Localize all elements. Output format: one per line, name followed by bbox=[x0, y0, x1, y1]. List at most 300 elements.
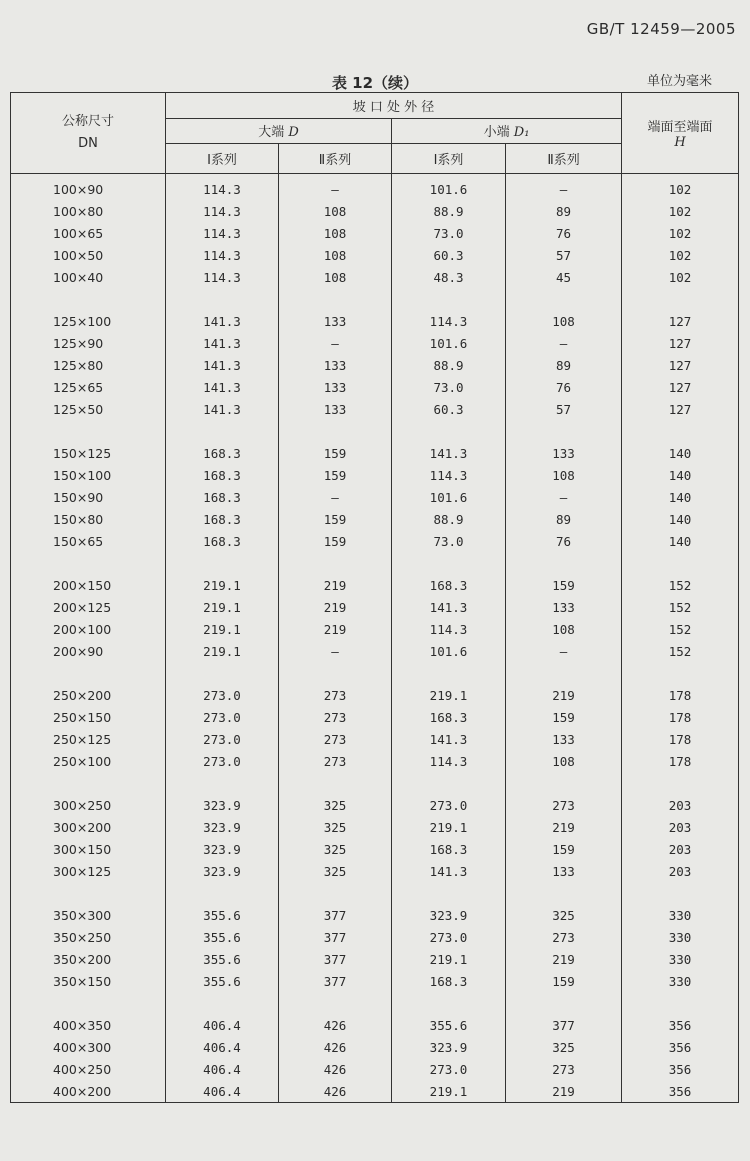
spacer-cell bbox=[166, 882, 279, 904]
large-series2-cell: — bbox=[279, 486, 392, 508]
nominal-size-cell: 125×80 bbox=[11, 354, 166, 376]
table-row bbox=[11, 1080, 739, 1103]
end-to-end-cell: 127 bbox=[622, 310, 739, 332]
table-row bbox=[11, 1014, 739, 1036]
table-row bbox=[11, 486, 739, 508]
small-series2-cell: 108 bbox=[506, 464, 622, 486]
spacer-cell bbox=[279, 772, 392, 794]
large-series1-cell: 114.3 bbox=[166, 200, 279, 222]
small-series1-cell: 73.0 bbox=[392, 222, 506, 244]
large-series1-cell: 141.3 bbox=[166, 310, 279, 332]
spacer-cell bbox=[392, 992, 506, 1014]
small-series2-cell: 108 bbox=[506, 750, 622, 772]
nominal-size-cell: 250×125 bbox=[11, 728, 166, 750]
table-row bbox=[11, 200, 739, 222]
spacer-cell bbox=[11, 772, 166, 794]
small-series1-cell: 273.0 bbox=[392, 1058, 506, 1080]
small-series2-cell: 377 bbox=[506, 1014, 622, 1036]
unit-note: 单位为毫米 bbox=[646, 74, 712, 89]
end-to-end-cell: 102 bbox=[622, 222, 739, 244]
spacer-cell bbox=[622, 882, 739, 904]
end-to-end-cell: 152 bbox=[622, 574, 739, 596]
spacer-cell bbox=[279, 552, 392, 574]
end-to-end-cell: 140 bbox=[622, 486, 739, 508]
small-series1-cell: 219.1 bbox=[392, 948, 506, 970]
large-series2-cell: 273 bbox=[279, 728, 392, 750]
small-series2-cell: 133 bbox=[506, 596, 622, 618]
nominal-size-cell: 100×50 bbox=[11, 244, 166, 266]
end-to-end-cell: 356 bbox=[622, 1080, 739, 1103]
large-series2-cell: — bbox=[279, 332, 392, 354]
large-series2-cell: 377 bbox=[279, 904, 392, 926]
spacer-cell bbox=[11, 420, 166, 442]
small-series2-cell: 159 bbox=[506, 574, 622, 596]
small-series1-cell: 114.3 bbox=[392, 618, 506, 640]
small-series2-cell: 219 bbox=[506, 948, 622, 970]
spacer-cell bbox=[279, 420, 392, 442]
end-to-end-cell: 140 bbox=[622, 530, 739, 552]
large-series2-cell: 108 bbox=[279, 266, 392, 288]
small-series2-cell: 133 bbox=[506, 728, 622, 750]
small-series2-cell: 108 bbox=[506, 310, 622, 332]
large-series2-cell: 377 bbox=[279, 970, 392, 992]
large-series1-cell: 406.4 bbox=[166, 1036, 279, 1058]
nominal-size-cell: 350×250 bbox=[11, 926, 166, 948]
large-series1-cell: 114.3 bbox=[166, 244, 279, 266]
large-series2-cell: 325 bbox=[279, 838, 392, 860]
large-series2-cell: 426 bbox=[279, 1036, 392, 1058]
small-series2-cell: 159 bbox=[506, 970, 622, 992]
nominal-size-cell: 350×200 bbox=[11, 948, 166, 970]
table-row bbox=[11, 174, 739, 201]
end-to-end-cell: 178 bbox=[622, 684, 739, 706]
nominal-size-cell: 250×100 bbox=[11, 750, 166, 772]
spacer-cell bbox=[166, 662, 279, 684]
nominal-size-cell: 300×125 bbox=[11, 860, 166, 882]
spacer-cell bbox=[622, 992, 739, 1014]
spacer-cell bbox=[506, 992, 622, 1014]
small-series2-cell: 89 bbox=[506, 354, 622, 376]
small-series1-cell: 73.0 bbox=[392, 376, 506, 398]
small-series2-cell: 89 bbox=[506, 200, 622, 222]
end-to-end-cell: 178 bbox=[622, 706, 739, 728]
large-series2-cell: 273 bbox=[279, 684, 392, 706]
group-spacer bbox=[11, 662, 739, 684]
large-series2-cell: 108 bbox=[279, 222, 392, 244]
header-small-series-1: Ⅰ系列 bbox=[392, 144, 506, 174]
end-to-end-cell: 203 bbox=[622, 860, 739, 882]
table-row bbox=[11, 266, 739, 288]
spacer-cell bbox=[622, 288, 739, 310]
large-series2-cell: 159 bbox=[279, 508, 392, 530]
small-series1-cell: 114.3 bbox=[392, 750, 506, 772]
nominal-size-cell: 150×125 bbox=[11, 442, 166, 464]
nominal-size-cell: 125×50 bbox=[11, 398, 166, 420]
small-series2-cell: 133 bbox=[506, 442, 622, 464]
end-to-end-cell: 152 bbox=[622, 640, 739, 662]
large-series2-cell: 159 bbox=[279, 464, 392, 486]
small-series1-cell: 101.6 bbox=[392, 174, 506, 201]
spacer-cell bbox=[392, 420, 506, 442]
small-series2-cell: — bbox=[506, 640, 622, 662]
end-to-end-cell: 102 bbox=[622, 200, 739, 222]
table-row bbox=[11, 530, 739, 552]
end-to-end-cell: 127 bbox=[622, 354, 739, 376]
large-series1-cell: 141.3 bbox=[166, 354, 279, 376]
nominal-size-cell: 400×350 bbox=[11, 1014, 166, 1036]
nominal-size-cell: 400×200 bbox=[11, 1080, 166, 1103]
header-small-series-2: Ⅱ系列 bbox=[506, 144, 622, 174]
large-series1-cell: 114.3 bbox=[166, 174, 279, 201]
standard-number: GB/T 12459—2005 bbox=[586, 20, 736, 38]
large-series1-cell: 323.9 bbox=[166, 794, 279, 816]
table-row bbox=[11, 354, 739, 376]
small-series2-cell: 89 bbox=[506, 508, 622, 530]
spacer-cell bbox=[11, 882, 166, 904]
large-series2-cell: 108 bbox=[279, 200, 392, 222]
nominal-size-cell: 150×65 bbox=[11, 530, 166, 552]
small-series1-cell: 114.3 bbox=[392, 464, 506, 486]
small-series1-cell: 273.0 bbox=[392, 794, 506, 816]
small-series2-cell: 76 bbox=[506, 530, 622, 552]
large-series1-cell: 273.0 bbox=[166, 684, 279, 706]
small-series1-cell: 355.6 bbox=[392, 1014, 506, 1036]
small-series1-cell: 101.6 bbox=[392, 640, 506, 662]
spacer-cell bbox=[392, 772, 506, 794]
spacer-cell bbox=[622, 772, 739, 794]
large-series1-cell: 323.9 bbox=[166, 838, 279, 860]
spacer-cell bbox=[506, 288, 622, 310]
nominal-size-cell: 125×100 bbox=[11, 310, 166, 332]
small-series1-cell: 219.1 bbox=[392, 1080, 506, 1103]
small-series2-cell: 76 bbox=[506, 222, 622, 244]
nominal-size-cell: 350×150 bbox=[11, 970, 166, 992]
end-to-end-cell: 203 bbox=[622, 838, 739, 860]
table-row bbox=[11, 728, 739, 750]
spacer-cell bbox=[166, 992, 279, 1014]
end-to-end-cell: 127 bbox=[622, 398, 739, 420]
spacer-cell bbox=[506, 772, 622, 794]
large-series1-cell: 406.4 bbox=[166, 1014, 279, 1036]
header-bevel-od: 坡 口 处 外 径 bbox=[166, 93, 622, 119]
small-series2-cell: 159 bbox=[506, 838, 622, 860]
large-series1-cell: 273.0 bbox=[166, 750, 279, 772]
large-series1-cell: 355.6 bbox=[166, 904, 279, 926]
large-series2-cell: 325 bbox=[279, 860, 392, 882]
spacer-cell bbox=[11, 992, 166, 1014]
large-series2-cell: 108 bbox=[279, 244, 392, 266]
small-series2-cell: 219 bbox=[506, 684, 622, 706]
large-series2-cell: 325 bbox=[279, 794, 392, 816]
small-series2-cell: 325 bbox=[506, 1036, 622, 1058]
large-series2-cell: 377 bbox=[279, 948, 392, 970]
spacer-cell bbox=[506, 420, 622, 442]
end-to-end-cell: 330 bbox=[622, 948, 739, 970]
end-to-end-cell: 140 bbox=[622, 508, 739, 530]
nominal-size-cell: 100×90 bbox=[11, 174, 166, 201]
large-series1-cell: 114.3 bbox=[166, 266, 279, 288]
small-series2-cell: 273 bbox=[506, 1058, 622, 1080]
small-series2-cell: 133 bbox=[506, 860, 622, 882]
spacer-cell bbox=[166, 288, 279, 310]
group-spacer bbox=[11, 552, 739, 574]
group-spacer bbox=[11, 420, 739, 442]
small-series2-cell: 159 bbox=[506, 706, 622, 728]
group-spacer bbox=[11, 992, 739, 1014]
large-series2-cell: 219 bbox=[279, 596, 392, 618]
large-series1-cell: 141.3 bbox=[166, 398, 279, 420]
small-series1-cell: 88.9 bbox=[392, 354, 506, 376]
nominal-size-cell: 100×65 bbox=[11, 222, 166, 244]
small-series1-cell: 88.9 bbox=[392, 508, 506, 530]
group-spacer bbox=[11, 882, 739, 904]
small-series1-cell: 168.3 bbox=[392, 574, 506, 596]
table-row bbox=[11, 222, 739, 244]
table-row bbox=[11, 706, 739, 728]
table-row bbox=[11, 684, 739, 706]
small-series1-cell: 168.3 bbox=[392, 838, 506, 860]
end-to-end-cell: 178 bbox=[622, 750, 739, 772]
end-to-end-cell: 356 bbox=[622, 1036, 739, 1058]
nominal-size-cell: 300×150 bbox=[11, 838, 166, 860]
spacer-cell bbox=[506, 662, 622, 684]
small-series1-cell: 101.6 bbox=[392, 332, 506, 354]
table-row bbox=[11, 376, 739, 398]
table-row bbox=[11, 508, 739, 530]
end-to-end-cell: 356 bbox=[622, 1014, 739, 1036]
large-series2-cell: 426 bbox=[279, 1080, 392, 1103]
spacer-cell bbox=[392, 662, 506, 684]
large-series1-cell: 168.3 bbox=[166, 464, 279, 486]
small-series1-cell: 168.3 bbox=[392, 970, 506, 992]
end-to-end-cell: 102 bbox=[622, 174, 739, 201]
header-large-series-2: Ⅱ系列 bbox=[279, 144, 392, 174]
end-to-end-cell: 152 bbox=[622, 596, 739, 618]
end-to-end-cell: 102 bbox=[622, 244, 739, 266]
group-spacer bbox=[11, 288, 739, 310]
table-body bbox=[11, 174, 739, 1103]
large-series2-cell: 219 bbox=[279, 574, 392, 596]
table-row bbox=[11, 1036, 739, 1058]
large-series2-cell: 133 bbox=[279, 310, 392, 332]
nominal-size-cell: 250×150 bbox=[11, 706, 166, 728]
small-series2-cell: 57 bbox=[506, 244, 622, 266]
small-series1-cell: 48.3 bbox=[392, 266, 506, 288]
table-row bbox=[11, 970, 739, 992]
end-to-end-cell: 203 bbox=[622, 816, 739, 838]
header-large-end: 大端 D bbox=[166, 118, 392, 144]
large-series2-cell: 273 bbox=[279, 706, 392, 728]
end-to-end-cell: 330 bbox=[622, 904, 739, 926]
table-row bbox=[11, 640, 739, 662]
large-series1-cell: 219.1 bbox=[166, 596, 279, 618]
end-to-end-cell: 140 bbox=[622, 442, 739, 464]
small-series2-cell: 325 bbox=[506, 904, 622, 926]
end-to-end-cell: 152 bbox=[622, 618, 739, 640]
small-series1-cell: 141.3 bbox=[392, 728, 506, 750]
end-to-end-cell: 127 bbox=[622, 332, 739, 354]
large-series1-cell: 273.0 bbox=[166, 706, 279, 728]
large-series1-cell: 273.0 bbox=[166, 728, 279, 750]
large-series1-cell: 406.4 bbox=[166, 1080, 279, 1103]
large-series2-cell: 426 bbox=[279, 1014, 392, 1036]
small-series2-cell: — bbox=[506, 486, 622, 508]
large-series2-cell: 273 bbox=[279, 750, 392, 772]
spacer-cell bbox=[279, 882, 392, 904]
nominal-size-cell: 150×80 bbox=[11, 508, 166, 530]
nominal-size-cell: 200×90 bbox=[11, 640, 166, 662]
large-series2-cell: 219 bbox=[279, 618, 392, 640]
table-row bbox=[11, 750, 739, 772]
end-to-end-cell: 356 bbox=[622, 1058, 739, 1080]
end-to-end-cell: 178 bbox=[622, 728, 739, 750]
large-series1-cell: 141.3 bbox=[166, 332, 279, 354]
small-series1-cell: 323.9 bbox=[392, 904, 506, 926]
nominal-size-cell: 125×90 bbox=[11, 332, 166, 354]
large-series1-cell: 219.1 bbox=[166, 640, 279, 662]
small-series2-cell: 273 bbox=[506, 794, 622, 816]
large-series1-cell: 168.3 bbox=[166, 508, 279, 530]
nominal-size-cell: 300×200 bbox=[11, 816, 166, 838]
large-series1-cell: 323.9 bbox=[166, 816, 279, 838]
table-row bbox=[11, 904, 739, 926]
table-caption: 表 12（续） bbox=[331, 74, 419, 92]
spacer-cell bbox=[279, 662, 392, 684]
small-series1-cell: 168.3 bbox=[392, 706, 506, 728]
table-row bbox=[11, 838, 739, 860]
table-row bbox=[11, 926, 739, 948]
table-row bbox=[11, 596, 739, 618]
nominal-size-cell: 400×250 bbox=[11, 1058, 166, 1080]
spacer-cell bbox=[622, 420, 739, 442]
large-series2-cell: 325 bbox=[279, 816, 392, 838]
end-to-end-cell: 102 bbox=[622, 266, 739, 288]
end-to-end-cell: 127 bbox=[622, 376, 739, 398]
small-series1-cell: 141.3 bbox=[392, 596, 506, 618]
nominal-size-cell: 200×125 bbox=[11, 596, 166, 618]
small-series1-cell: 114.3 bbox=[392, 310, 506, 332]
end-to-end-cell: 203 bbox=[622, 794, 739, 816]
large-series2-cell: 159 bbox=[279, 530, 392, 552]
table-row bbox=[11, 464, 739, 486]
small-series1-cell: 73.0 bbox=[392, 530, 506, 552]
header-nominal-size: 公称尺寸 DN bbox=[11, 93, 166, 174]
large-series1-cell: 355.6 bbox=[166, 970, 279, 992]
table-row bbox=[11, 310, 739, 332]
large-series2-cell: 133 bbox=[279, 354, 392, 376]
small-series2-cell: — bbox=[506, 174, 622, 201]
header-small-end: 小端 D₁ bbox=[392, 118, 622, 144]
small-series1-cell: 60.3 bbox=[392, 398, 506, 420]
large-series2-cell: 133 bbox=[279, 398, 392, 420]
table-row bbox=[11, 1058, 739, 1080]
small-series2-cell: 57 bbox=[506, 398, 622, 420]
small-series1-cell: 219.1 bbox=[392, 816, 506, 838]
large-series1-cell: 219.1 bbox=[166, 618, 279, 640]
spacer-cell bbox=[11, 288, 166, 310]
header-large-series-1: Ⅰ系列 bbox=[166, 144, 279, 174]
table-row bbox=[11, 794, 739, 816]
large-series1-cell: 168.3 bbox=[166, 442, 279, 464]
spacer-cell bbox=[279, 992, 392, 1014]
large-series1-cell: 219.1 bbox=[166, 574, 279, 596]
large-series2-cell: 426 bbox=[279, 1058, 392, 1080]
small-series1-cell: 60.3 bbox=[392, 244, 506, 266]
spacer-cell bbox=[11, 552, 166, 574]
table-row bbox=[11, 574, 739, 596]
large-series1-cell: 168.3 bbox=[166, 530, 279, 552]
spacer-cell bbox=[166, 772, 279, 794]
nominal-size-cell: 100×80 bbox=[11, 200, 166, 222]
small-series2-cell: 219 bbox=[506, 1080, 622, 1103]
dimension-table bbox=[10, 92, 739, 1103]
small-series1-cell: 141.3 bbox=[392, 860, 506, 882]
small-series1-cell: 273.0 bbox=[392, 926, 506, 948]
large-series2-cell: 159 bbox=[279, 442, 392, 464]
group-spacer bbox=[11, 772, 739, 794]
nominal-size-cell: 100×40 bbox=[11, 266, 166, 288]
nominal-size-cell: 200×100 bbox=[11, 618, 166, 640]
spacer-cell bbox=[11, 662, 166, 684]
spacer-cell bbox=[622, 552, 739, 574]
nominal-size-cell: 200×150 bbox=[11, 574, 166, 596]
large-series1-cell: 355.6 bbox=[166, 926, 279, 948]
large-series1-cell: 114.3 bbox=[166, 222, 279, 244]
spacer-cell bbox=[279, 288, 392, 310]
spacer-cell bbox=[166, 420, 279, 442]
large-series2-cell: 377 bbox=[279, 926, 392, 948]
spacer-cell bbox=[506, 882, 622, 904]
small-series1-cell: 323.9 bbox=[392, 1036, 506, 1058]
small-series2-cell: 219 bbox=[506, 816, 622, 838]
spacer-cell bbox=[622, 662, 739, 684]
nominal-size-cell: 300×250 bbox=[11, 794, 166, 816]
nominal-size-cell: 250×200 bbox=[11, 684, 166, 706]
small-series1-cell: 101.6 bbox=[392, 486, 506, 508]
header-end-to-end: 端面至端面 H bbox=[622, 93, 739, 174]
end-to-end-cell: 330 bbox=[622, 926, 739, 948]
spacer-cell bbox=[392, 552, 506, 574]
large-series2-cell: — bbox=[279, 174, 392, 201]
spacer-cell bbox=[506, 552, 622, 574]
table-row bbox=[11, 816, 739, 838]
table-row bbox=[11, 948, 739, 970]
large-series1-cell: 168.3 bbox=[166, 486, 279, 508]
small-series2-cell: — bbox=[506, 332, 622, 354]
table-row bbox=[11, 618, 739, 640]
nominal-size-cell: 125×65 bbox=[11, 376, 166, 398]
large-series1-cell: 355.6 bbox=[166, 948, 279, 970]
small-series1-cell: 88.9 bbox=[392, 200, 506, 222]
small-series2-cell: 108 bbox=[506, 618, 622, 640]
small-series2-cell: 45 bbox=[506, 266, 622, 288]
large-series1-cell: 323.9 bbox=[166, 860, 279, 882]
nominal-size-cell: 350×300 bbox=[11, 904, 166, 926]
nominal-size-cell: 150×90 bbox=[11, 486, 166, 508]
large-series2-cell: — bbox=[279, 640, 392, 662]
large-series2-cell: 133 bbox=[279, 376, 392, 398]
table-row bbox=[11, 398, 739, 420]
small-series1-cell: 219.1 bbox=[392, 684, 506, 706]
table-row bbox=[11, 244, 739, 266]
spacer-cell bbox=[166, 552, 279, 574]
end-to-end-cell: 140 bbox=[622, 464, 739, 486]
end-to-end-cell: 330 bbox=[622, 970, 739, 992]
large-series1-cell: 141.3 bbox=[166, 376, 279, 398]
spacer-cell bbox=[392, 882, 506, 904]
large-series1-cell: 406.4 bbox=[166, 1058, 279, 1080]
table-row bbox=[11, 860, 739, 882]
